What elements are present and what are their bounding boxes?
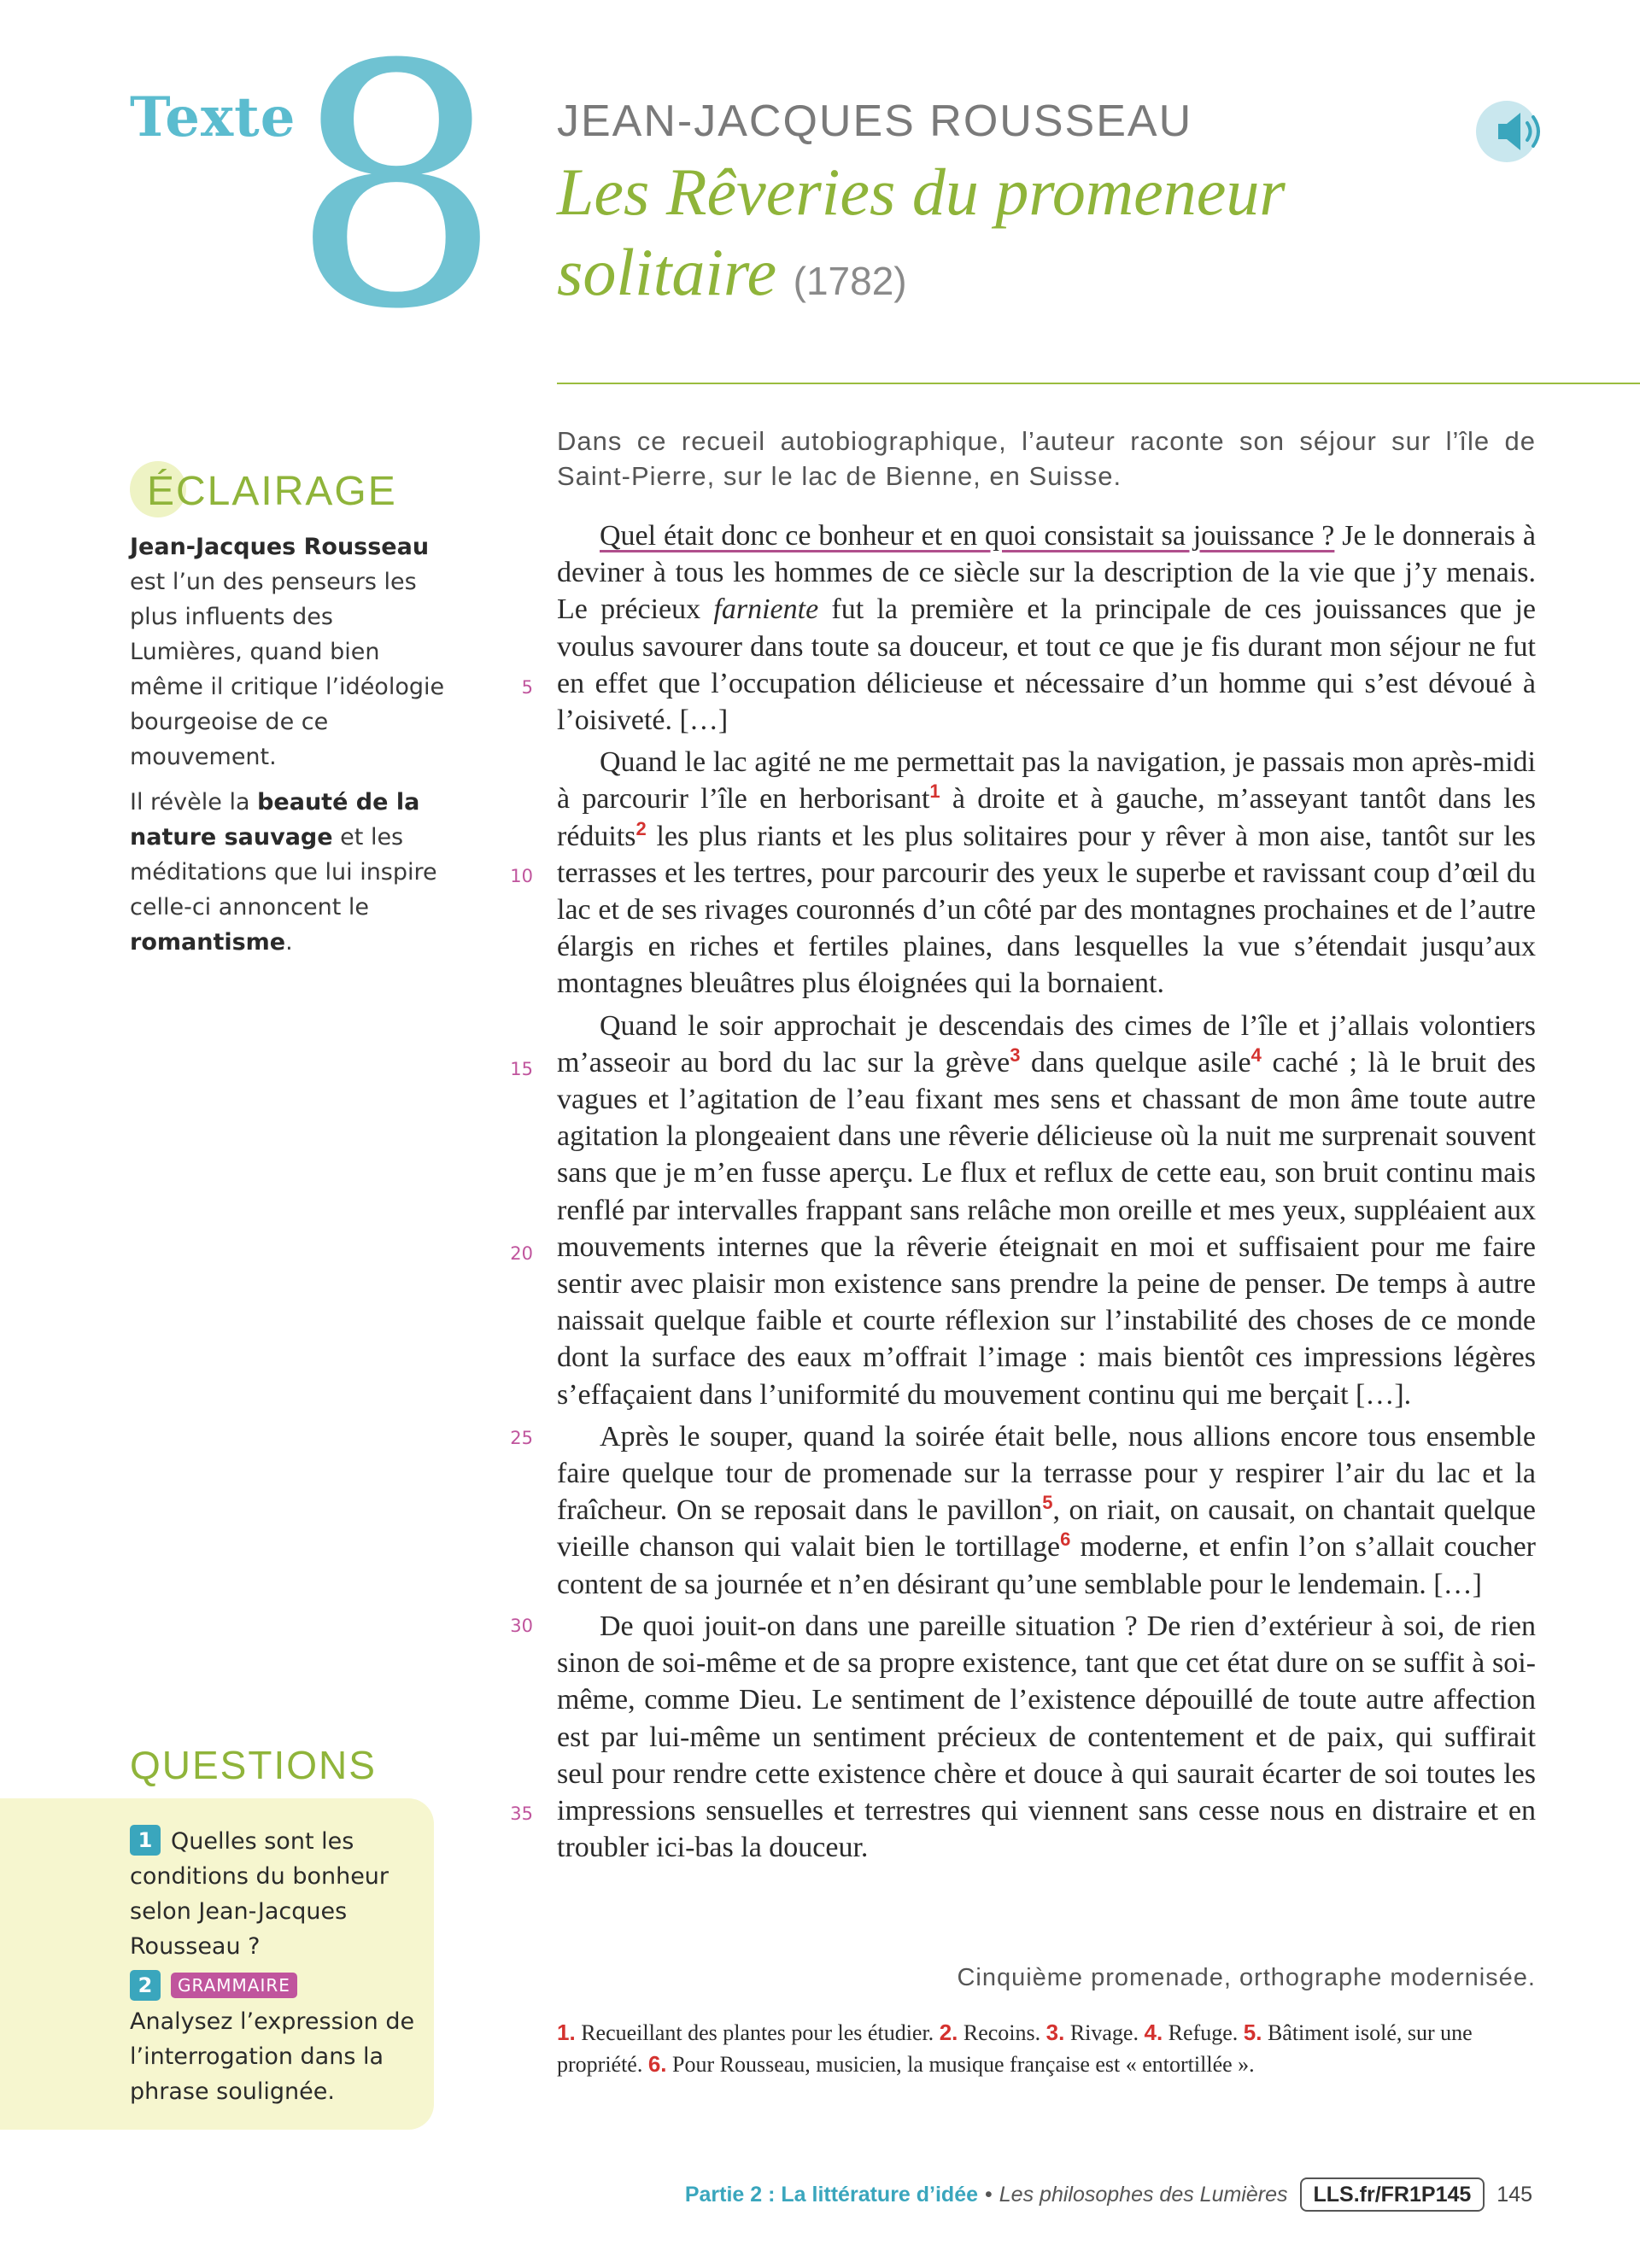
line-number-30: 30 <box>510 1616 533 1636</box>
footnote-5-text: Bâtiment isolé, sur une propriété. <box>557 2020 1473 2077</box>
questions-list <box>130 1824 420 2114</box>
p5-text: De quoi jouit-on dans une pareille situation ? De rien d’extérieur à soi, de rien sinon de soi-même et de sa propre existence, tant que cet état dure on se suffit à soi-même, comme Dieu. Le sentiment de l’existence dépouillé de toute autre affection est par lui-même un sentiment précieux de contentement et de paix, qui suffirait seul pour rendre cette existence chère et douce à qui saurait écarter de soi toutes les impressions sensuelles et terrestres qui viennent sans cesse nous en distraire et en troubler ici-bas la douceur. <box>557 1610 1536 1864</box>
page-footer <box>0 2176 1640 2213</box>
intro-paragraph: Dans ce recueil autobiographique, l’auteur raconte son séjour sur l’île de Saint-Pierre, sur le lac de Bienne, en Suisse. <box>557 426 1536 491</box>
eclairage-paragraph-2 <box>130 785 446 960</box>
p4-text-a: Après le souper, quand la soirée était belle, nous allions encore tous ensemble faire quelque tour de promenade sur la terrasse pour y respirer l’air du lac et la fraîcheur. On se reposait dans le pavillon <box>557 1420 1536 1527</box>
footnote-ref-2: 2 <box>636 817 647 839</box>
p4-text-c: moderne, et enfin l’on s’allait coucher content de sa journée et n’en désirant qu’une semblable pour le lendemain. […] <box>557 1531 1537 1600</box>
p2-text-a: Quand le lac agité ne me permettait pas la navigation, je passais mon après-midi à parcourir l’île en herborisant <box>557 746 1536 815</box>
footnote-3-number: 3. <box>1046 2020 1065 2045</box>
text-paragraph-1 <box>557 517 1536 739</box>
footer-link[interactable]: LLS.fr/FR1P145 <box>1300 2177 1485 2212</box>
eclairage-p2-bold2: romantisme <box>130 929 286 956</box>
header-divider <box>557 383 1640 384</box>
footer-separator: • <box>985 2182 993 2207</box>
main-text <box>557 517 1536 1871</box>
speaker-icon <box>1486 101 1563 162</box>
question-1 <box>130 1824 420 1964</box>
p3-text-c: caché ; là le bruit des vagues et l’agitation de l’eau fixant mes sens et chassant de mon âme toute autre agitation la plongeaient dans une rêverie délicieuse où la nuit me surprenait souvent sans que je m’en fusse aperçu. Le flux et reflux de cette eau, son bruit continu mais renflé par intervalles frappant sans relâche mon oreille et mes yeux, suppléaient aux mouvements internes que la rêverie éteignait en moi et suffisaient pour me faire sentir avec plaisir mon existence sans prendre la peine de penser. De temps à autre naissait quelque faible et courte réflexion sur l’instabilité des choses de ce monde dont la surface des eaux m’offrait l’image : mais bientôt ces impressions légères s’effaçaient dans l’uniformité du mouvement continu qui me berçait […]. <box>557 1046 1536 1411</box>
questions-heading: QUESTIONS <box>130 1743 377 1787</box>
footer-chapter: Les philosophes des Lumières <box>999 2182 1288 2207</box>
footnote-ref-5: 5 <box>1042 1492 1053 1514</box>
p1-text-b: fut la première et la principale de ces jouissances que je voulus savourer dans toute sa douceur, et tout ce que je fis durant mon séjour ne fut en effet que l’occupation délicieuse et nécessaire d’un homme qui s’est dévoué à l’oisiveté. […] <box>557 593 1536 737</box>
line-number-25: 25 <box>510 1428 533 1448</box>
footnote-1-text: Recueillant des plantes pour les étudier. <box>575 2020 940 2045</box>
source-citation: Cinquième promenade, orthographe modernisée. <box>957 1964 1536 1991</box>
work-title-line1: Les Rêveries du promeneur <box>557 155 1286 229</box>
text-number: 8 <box>290 0 503 382</box>
grammaire-tag: GRAMMAIRE <box>171 1973 297 1998</box>
footnote-4-text: Refuge. <box>1163 2020 1244 2045</box>
eclairage-p2-e: . <box>285 929 293 956</box>
text-paragraph-2 <box>557 744 1536 1002</box>
footnote-1-number: 1. <box>557 2020 576 2045</box>
p3-text-b: dans quelque asile <box>1020 1046 1251 1078</box>
p1-italic-word: farniente <box>713 593 819 626</box>
footnote-ref-3: 3 <box>1010 1043 1021 1066</box>
p4-text-b: , on riait, on causait, on chantait quelque vieille chanson qui valait bien le tortillage <box>557 1494 1536 1564</box>
footnote-ref-1: 1 <box>929 780 940 803</box>
line-number-15: 15 <box>510 1059 533 1079</box>
eclairage-heading: ÉCLAIRAGE <box>147 469 397 514</box>
p2-text-c: les plus riants et les plus solitaires pour y rêver à mon aise, tantôt sur les terrasses et les tertres, pour parcourir des yeux le superbe et ravissant coup d’œil du lac et de ses rivages couronnés d’un côté par des montagnes prochaines et de l’autre élargis en riches et fertiles plaines, dans lesquelles la vue s’étendait jusqu’aux montagnes bleuâtres plus éloignées qui la bornaient. <box>557 820 1536 1000</box>
work-title-line2-text: solitaire <box>557 235 777 309</box>
footer-content <box>685 2176 1532 2213</box>
p3-text-a: Quand le soir approchait je descendais des cimes de l’île et j’allais volontiers m’asseoir au bord du lac sur la grève <box>557 1009 1536 1078</box>
footnote-ref-6: 6 <box>1060 1529 1071 1551</box>
footnote-2-number: 2. <box>939 2020 958 2045</box>
line-number-35: 35 <box>510 1803 533 1824</box>
text-paragraph-5 <box>557 1608 1536 1866</box>
footnote-4-number: 4. <box>1144 2020 1163 2045</box>
author-name: JEAN-JACQUES ROUSSEAU <box>557 96 1193 146</box>
footnotes <box>557 2017 1536 2080</box>
footnote-3-text: Rivage. <box>1064 2020 1145 2045</box>
eclairage-p2-c: et les méditations que lui inspire celle-ci annoncent le <box>130 824 437 921</box>
footnote-ref-4: 4 <box>1250 1043 1262 1066</box>
footnote-6-number: 6. <box>647 2051 667 2077</box>
work-title-line2 <box>557 235 907 309</box>
eclairage-paragraph-1 <box>130 529 446 775</box>
eclairage-body <box>130 529 446 970</box>
underlined-sentence: Quel était donc ce bonheur et en quoi consistait sa jouissance ? <box>600 520 1335 552</box>
question-1-number: 1 <box>130 1825 161 1856</box>
line-number-20: 20 <box>510 1243 533 1264</box>
footnote-5-number: 5. <box>1243 2020 1262 2045</box>
p1-text-a: Je le donnerais à deviner à tous les hommes de ce siècle sur la description de la vie que j’y menais. Le précieux <box>557 520 1536 626</box>
question-2-text: Analysez l’expression de l’interrogation dans la phrase soulignée. <box>130 2008 415 2105</box>
footer-part: Partie 2 : La littérature d’idée <box>684 2182 979 2207</box>
p2-text-b: à droite et à gauche, m’asseyant tantôt dans les réduits <box>557 783 1536 852</box>
question-2 <box>130 1969 420 2109</box>
footnote-6-text: Pour Rousseau, musicien, la musique française est « entortillée ». <box>666 2052 1255 2077</box>
eclairage-p1-text: est l’un des penseurs les plus influents des Lumières, quand bien même il critique l’idéologie bourgeoise de ce mouvement. <box>130 569 445 770</box>
line-number-5: 5 <box>521 677 533 698</box>
question-2-number: 2 <box>130 1970 161 2001</box>
audio-button[interactable] <box>1476 101 1538 162</box>
line-number-10: 10 <box>510 866 533 886</box>
eclairage-p2-a: Il révèle la <box>130 789 258 815</box>
text-paragraph-4 <box>557 1418 1536 1603</box>
text-paragraph-3 <box>557 1008 1536 1413</box>
text-label: Texte <box>130 85 296 149</box>
question-1-text: Quelles sont les conditions du bonheur selon Jean-Jacques Rousseau ? <box>130 1828 390 1960</box>
publication-year: (1782) <box>793 259 907 303</box>
eclairage-p2-bold1: beauté de la nature sauvage <box>130 789 420 850</box>
eclairage-author-bold: Jean-Jacques Rousseau <box>130 534 430 560</box>
page-number: 145 <box>1496 2182 1532 2207</box>
footnote-2-text: Recoins. <box>958 2020 1046 2045</box>
